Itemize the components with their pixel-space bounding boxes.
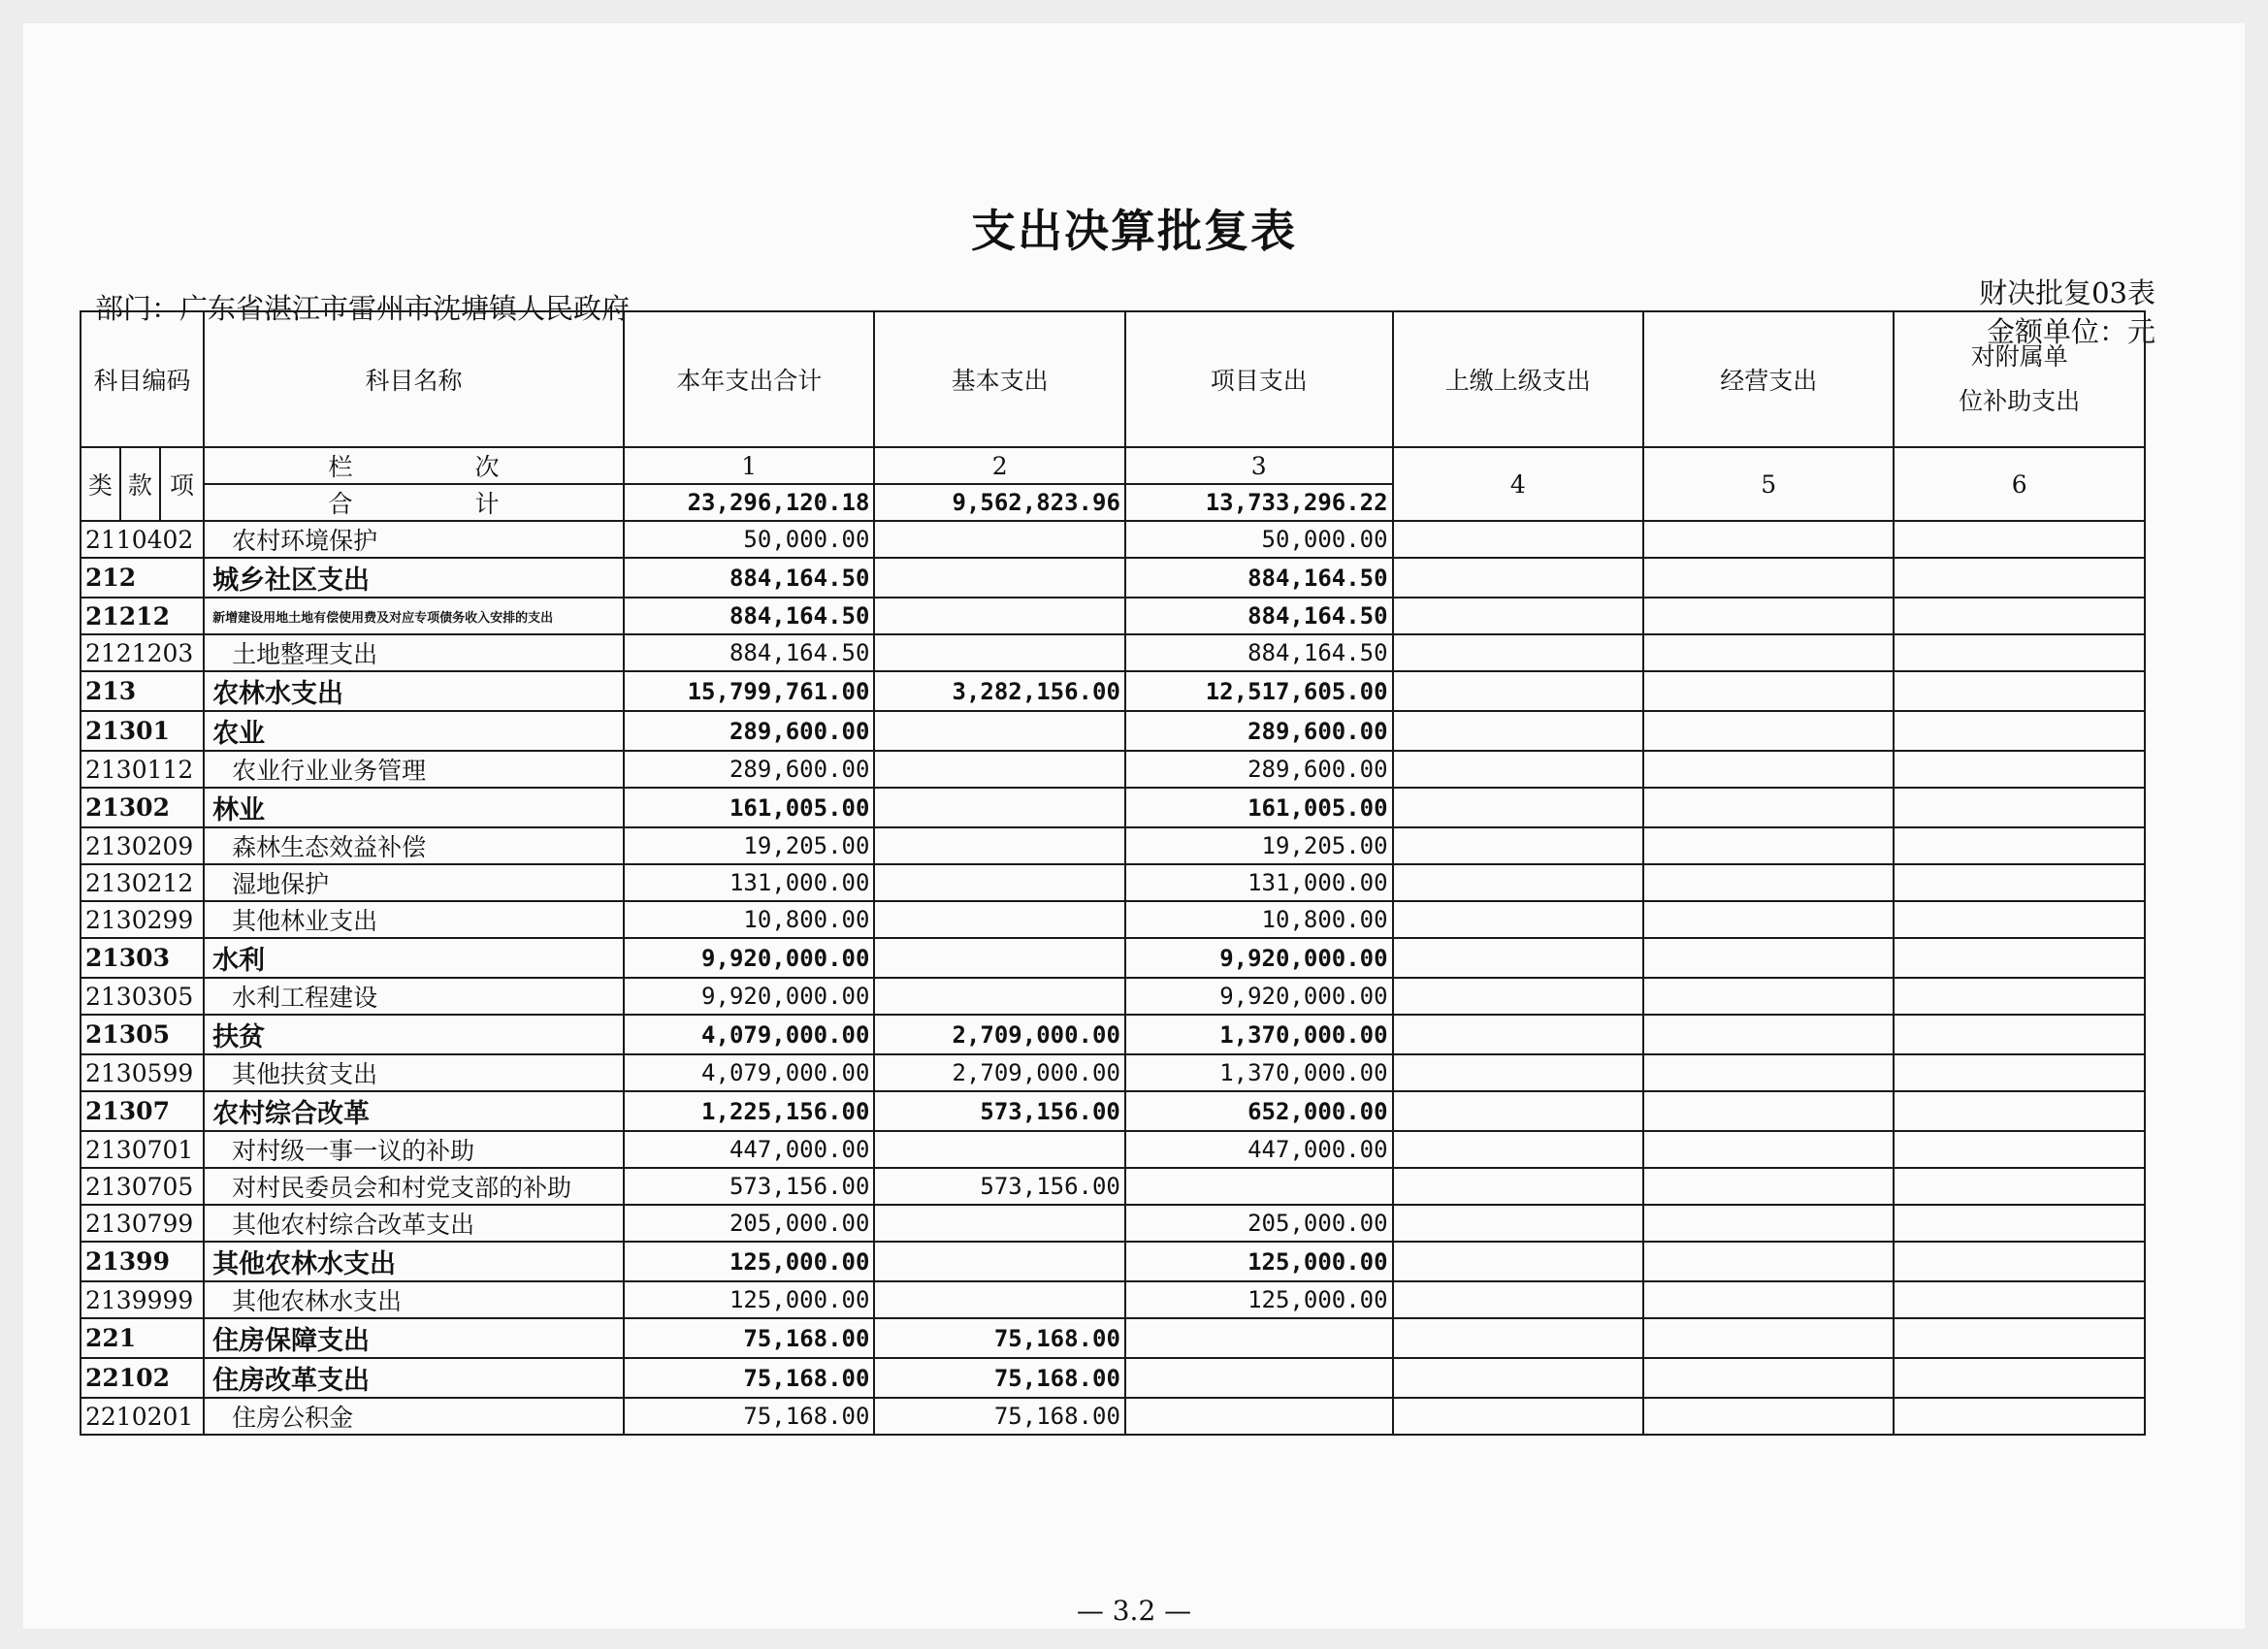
table-row [81, 1281, 2145, 1318]
table-row [81, 978, 2145, 1015]
col-index-3: 3 [1125, 447, 1393, 484]
row-upper [1393, 1242, 1643, 1281]
table-row [81, 711, 2145, 751]
row-code: 2110402 [81, 521, 204, 558]
grand-project: 13,733,296.22 [1125, 484, 1393, 521]
table-row [81, 558, 2145, 598]
row-subsidy [1894, 634, 2145, 671]
row-code: 2130701 [81, 1131, 204, 1168]
row-operating [1643, 1205, 1894, 1242]
row-project: 10,800.00 [1125, 901, 1393, 938]
row-project: 50,000.00 [1125, 521, 1393, 558]
row-total: 205,000.00 [624, 1205, 874, 1242]
form-number: 财决批复03表 [1979, 276, 2155, 309]
row-code: 221 [81, 1318, 204, 1358]
row-subsidy [1894, 751, 2145, 788]
col-index-2: 2 [874, 447, 1124, 484]
table-row [81, 938, 2145, 978]
row-upper [1393, 711, 1643, 751]
expenditure-table [80, 310, 2146, 1436]
row-total: 289,600.00 [624, 751, 874, 788]
col-index-5: 5 [1643, 447, 1894, 521]
row-basic: 573,156.00 [874, 1091, 1124, 1131]
row-code: 2130212 [81, 864, 204, 901]
row-project: 12,517,605.00 [1125, 671, 1393, 711]
header-total: 本年支出合计 [624, 311, 874, 447]
row-operating [1643, 978, 1894, 1015]
row-name: 扶贫 [204, 1015, 624, 1054]
row-basic: 2,709,000.00 [874, 1015, 1124, 1054]
row-subsidy [1894, 1398, 2145, 1435]
row-name: 土地整理支出 [204, 634, 624, 671]
table-row [81, 1398, 2145, 1435]
table-row [81, 1358, 2145, 1398]
row-upper [1393, 1398, 1643, 1435]
row-code: 2130305 [81, 978, 204, 1015]
amount-unit: 金额单位：元 [1986, 315, 2155, 348]
table-header-row [81, 311, 2145, 447]
row-name: 农村环境保护 [204, 521, 624, 558]
row-total: 161,005.00 [624, 788, 874, 827]
row-operating [1643, 788, 1894, 827]
row-basic [874, 827, 1124, 864]
row-basic [874, 788, 1124, 827]
row-subsidy [1894, 1015, 2145, 1054]
col-index-6: 6 [1894, 447, 2145, 521]
row-operating [1643, 864, 1894, 901]
col-index-4: 4 [1393, 447, 1643, 521]
row-name: 其他农林水支出 [204, 1242, 624, 1281]
row-subsidy [1894, 938, 2145, 978]
row-name: 湿地保护 [204, 864, 624, 901]
row-total: 75,168.00 [624, 1318, 874, 1358]
row-total: 447,000.00 [624, 1131, 874, 1168]
row-upper [1393, 1168, 1643, 1205]
row-upper [1393, 1091, 1643, 1131]
row-subsidy [1894, 1281, 2145, 1318]
row-code: 21307 [81, 1091, 204, 1131]
header-xiang: 项 [160, 447, 204, 521]
lanci-label [204, 447, 624, 484]
row-name: 其他农村综合改革支出 [204, 1205, 624, 1242]
row-total: 573,156.00 [624, 1168, 874, 1205]
row-subsidy [1894, 1091, 2145, 1131]
row-total: 75,168.00 [624, 1398, 874, 1435]
row-name: 水利 [204, 938, 624, 978]
row-operating [1643, 1398, 1894, 1435]
row-total: 75,168.00 [624, 1358, 874, 1398]
heji-label [204, 484, 624, 521]
row-subsidy [1894, 1205, 2145, 1242]
row-code: 21399 [81, 1242, 204, 1281]
row-project: 9,920,000.00 [1125, 938, 1393, 978]
row-project [1125, 1358, 1393, 1398]
row-upper [1393, 788, 1643, 827]
header-lei: 类 [81, 447, 120, 521]
row-subsidy [1894, 901, 2145, 938]
row-upper [1393, 671, 1643, 711]
table-row [81, 521, 2145, 558]
row-name: 住房保障支出 [204, 1318, 624, 1358]
row-code: 2210201 [81, 1398, 204, 1435]
table-row [81, 1131, 2145, 1168]
row-total: 884,164.50 [624, 634, 874, 671]
row-subsidy [1894, 1242, 2145, 1281]
header-project: 项目支出 [1125, 311, 1393, 447]
row-operating [1643, 1168, 1894, 1205]
table-row [81, 634, 2145, 671]
row-subsidy [1894, 558, 2145, 598]
row-upper [1393, 558, 1643, 598]
table-row [81, 1205, 2145, 1242]
row-name: 对村级一事一议的补助 [204, 1131, 624, 1168]
row-basic [874, 1205, 1124, 1242]
row-code: 2130209 [81, 827, 204, 864]
row-operating [1643, 671, 1894, 711]
row-project [1125, 1318, 1393, 1358]
row-upper [1393, 1318, 1643, 1358]
row-basic [874, 864, 1124, 901]
row-upper [1393, 938, 1643, 978]
row-project: 125,000.00 [1125, 1281, 1393, 1318]
row-name: 住房公积金 [204, 1398, 624, 1435]
row-code: 2130299 [81, 901, 204, 938]
row-code: 21302 [81, 788, 204, 827]
row-project: 447,000.00 [1125, 1131, 1393, 1168]
row-name: 林业 [204, 788, 624, 827]
row-name: 城乡社区支出 [204, 558, 624, 598]
row-name: 对村民委员会和村党支部的补助 [204, 1168, 624, 1205]
col-index-1: 1 [624, 447, 874, 484]
row-name: 新增建设用地土地有偿使用费及对应专项债务收入安排的支出 [204, 598, 624, 634]
table-row [81, 751, 2145, 788]
table-row [81, 1168, 2145, 1205]
row-basic [874, 634, 1124, 671]
row-basic [874, 598, 1124, 634]
row-operating [1643, 827, 1894, 864]
row-upper [1393, 901, 1643, 938]
heji-a: 合 [328, 490, 353, 518]
table-row [81, 1015, 2145, 1054]
row-project: 9,920,000.00 [1125, 978, 1393, 1015]
row-upper [1393, 1054, 1643, 1091]
row-basic: 75,168.00 [874, 1398, 1124, 1435]
row-project: 884,164.50 [1125, 558, 1393, 598]
row-basic: 3,282,156.00 [874, 671, 1124, 711]
lanci-b: 次 [474, 453, 500, 481]
row-code: 21305 [81, 1015, 204, 1054]
row-basic [874, 1242, 1124, 1281]
row-upper [1393, 1015, 1643, 1054]
row-operating [1643, 1242, 1894, 1281]
row-total: 884,164.50 [624, 598, 874, 634]
table-row [81, 598, 2145, 634]
row-code: 212 [81, 558, 204, 598]
row-operating [1643, 598, 1894, 634]
row-name: 农村综合改革 [204, 1091, 624, 1131]
row-upper [1393, 1131, 1643, 1168]
row-code: 2130705 [81, 1168, 204, 1205]
row-total: 289,600.00 [624, 711, 874, 751]
row-subsidy [1894, 1131, 2145, 1168]
row-total: 9,920,000.00 [624, 938, 874, 978]
row-operating [1643, 901, 1894, 938]
table-row [81, 671, 2145, 711]
row-basic [874, 978, 1124, 1015]
row-basic [874, 901, 1124, 938]
row-subsidy [1894, 1318, 2145, 1358]
row-code: 2130599 [81, 1054, 204, 1091]
row-basic [874, 751, 1124, 788]
row-project [1125, 1168, 1393, 1205]
row-code: 2121203 [81, 634, 204, 671]
header-kuan: 款 [120, 447, 160, 521]
row-code: 21301 [81, 711, 204, 751]
header-subsidy [1894, 311, 2145, 447]
row-project: 652,000.00 [1125, 1091, 1393, 1131]
row-basic: 75,168.00 [874, 1358, 1124, 1398]
row-code: 2130799 [81, 1205, 204, 1242]
row-upper [1393, 598, 1643, 634]
row-total: 125,000.00 [624, 1242, 874, 1281]
row-operating [1643, 1358, 1894, 1398]
page-title: 支出决算批复表 [971, 205, 1297, 257]
row-project: 1,370,000.00 [1125, 1015, 1393, 1054]
row-code: 2130112 [81, 751, 204, 788]
row-name: 其他扶贫支出 [204, 1054, 624, 1091]
row-operating [1643, 1091, 1894, 1131]
row-subsidy [1894, 671, 2145, 711]
header-operating: 经营支出 [1643, 311, 1894, 447]
row-code: 22102 [81, 1358, 204, 1398]
row-upper [1393, 634, 1643, 671]
row-operating [1643, 1131, 1894, 1168]
row-project: 125,000.00 [1125, 1242, 1393, 1281]
row-name: 其他林业支出 [204, 901, 624, 938]
row-total: 4,079,000.00 [624, 1015, 874, 1054]
row-total: 125,000.00 [624, 1281, 874, 1318]
row-basic [874, 558, 1124, 598]
table-row [81, 1054, 2145, 1091]
table-row [81, 1242, 2145, 1281]
department-label: 部门：广东省湛江市雷州市沈塘镇人民政府 [95, 292, 631, 325]
row-basic [874, 521, 1124, 558]
lanci-a: 栏 [328, 453, 353, 481]
row-upper [1393, 1358, 1643, 1398]
row-project [1125, 1398, 1393, 1435]
row-subsidy [1894, 827, 2145, 864]
row-basic [874, 1131, 1124, 1168]
row-subsidy [1894, 978, 2145, 1015]
row-basic [874, 938, 1124, 978]
header-name: 科目名称 [204, 311, 624, 447]
row-upper [1393, 751, 1643, 788]
header-upper: 上缴上级支出 [1393, 311, 1643, 447]
row-operating [1643, 711, 1894, 751]
row-project: 884,164.50 [1125, 634, 1393, 671]
row-operating [1643, 558, 1894, 598]
row-upper [1393, 1205, 1643, 1242]
row-subsidy [1894, 598, 2145, 634]
row-subsidy [1894, 711, 2145, 751]
header-code: 科目编码 [81, 311, 204, 447]
row-upper [1393, 864, 1643, 901]
row-operating [1643, 1054, 1894, 1091]
row-name: 住房改革支出 [204, 1358, 624, 1398]
row-basic: 2,709,000.00 [874, 1054, 1124, 1091]
row-operating [1643, 1281, 1894, 1318]
row-total: 19,205.00 [624, 827, 874, 864]
row-total: 131,000.00 [624, 864, 874, 901]
row-total: 9,920,000.00 [624, 978, 874, 1015]
heji-b: 计 [474, 490, 500, 518]
header-basic: 基本支出 [874, 311, 1124, 447]
row-basic: 75,168.00 [874, 1318, 1124, 1358]
row-code: 21303 [81, 938, 204, 978]
row-name: 农林水支出 [204, 671, 624, 711]
grand-basic: 9,562,823.96 [874, 484, 1124, 521]
row-operating [1643, 1318, 1894, 1358]
row-name: 其他农林水支出 [204, 1281, 624, 1318]
column-index-row [81, 447, 2145, 484]
row-basic [874, 1281, 1124, 1318]
table-row [81, 901, 2145, 938]
row-code: 2139999 [81, 1281, 204, 1318]
row-name: 农业行业业务管理 [204, 751, 624, 788]
table-row [81, 1091, 2145, 1131]
row-project: 205,000.00 [1125, 1205, 1393, 1242]
table-row [81, 864, 2145, 901]
row-operating [1643, 1015, 1894, 1054]
row-code: 213 [81, 671, 204, 711]
header-subsidy-line1: 对附属单 [1970, 342, 2068, 371]
row-project: 131,000.00 [1125, 864, 1393, 901]
row-total: 1,225,156.00 [624, 1091, 874, 1131]
row-total: 4,079,000.00 [624, 1054, 874, 1091]
table-row [81, 1318, 2145, 1358]
row-project: 289,600.00 [1125, 711, 1393, 751]
row-project: 884,164.50 [1125, 598, 1393, 634]
row-total: 884,164.50 [624, 558, 874, 598]
row-total: 10,800.00 [624, 901, 874, 938]
row-operating [1643, 938, 1894, 978]
row-upper [1393, 978, 1643, 1015]
row-subsidy [1894, 1168, 2145, 1205]
row-basic [874, 711, 1124, 751]
grand-total: 23,296,120.18 [624, 484, 874, 521]
row-operating [1643, 634, 1894, 671]
row-operating [1643, 751, 1894, 788]
row-subsidy [1894, 1054, 2145, 1091]
row-total: 15,799,761.00 [624, 671, 874, 711]
row-project: 289,600.00 [1125, 751, 1393, 788]
row-total: 50,000.00 [624, 521, 874, 558]
page-number: — 3.2 — [1076, 1595, 1192, 1627]
row-subsidy [1894, 864, 2145, 901]
row-project: 161,005.00 [1125, 788, 1393, 827]
row-upper [1393, 521, 1643, 558]
row-project: 1,370,000.00 [1125, 1054, 1393, 1091]
row-subsidy [1894, 521, 2145, 558]
row-operating [1643, 521, 1894, 558]
row-name: 水利工程建设 [204, 978, 624, 1015]
row-subsidy [1894, 1358, 2145, 1398]
row-code: 21212 [81, 598, 204, 634]
row-project: 19,205.00 [1125, 827, 1393, 864]
table-row [81, 788, 2145, 827]
document-sheet [23, 23, 2245, 1629]
row-subsidy [1894, 788, 2145, 827]
row-upper [1393, 1281, 1643, 1318]
row-upper [1393, 827, 1643, 864]
row-name: 农业 [204, 711, 624, 751]
table-row [81, 827, 2145, 864]
row-name: 森林生态效益补偿 [204, 827, 624, 864]
header-subsidy-line2: 位补助支出 [1959, 387, 2081, 415]
row-basic: 573,156.00 [874, 1168, 1124, 1205]
